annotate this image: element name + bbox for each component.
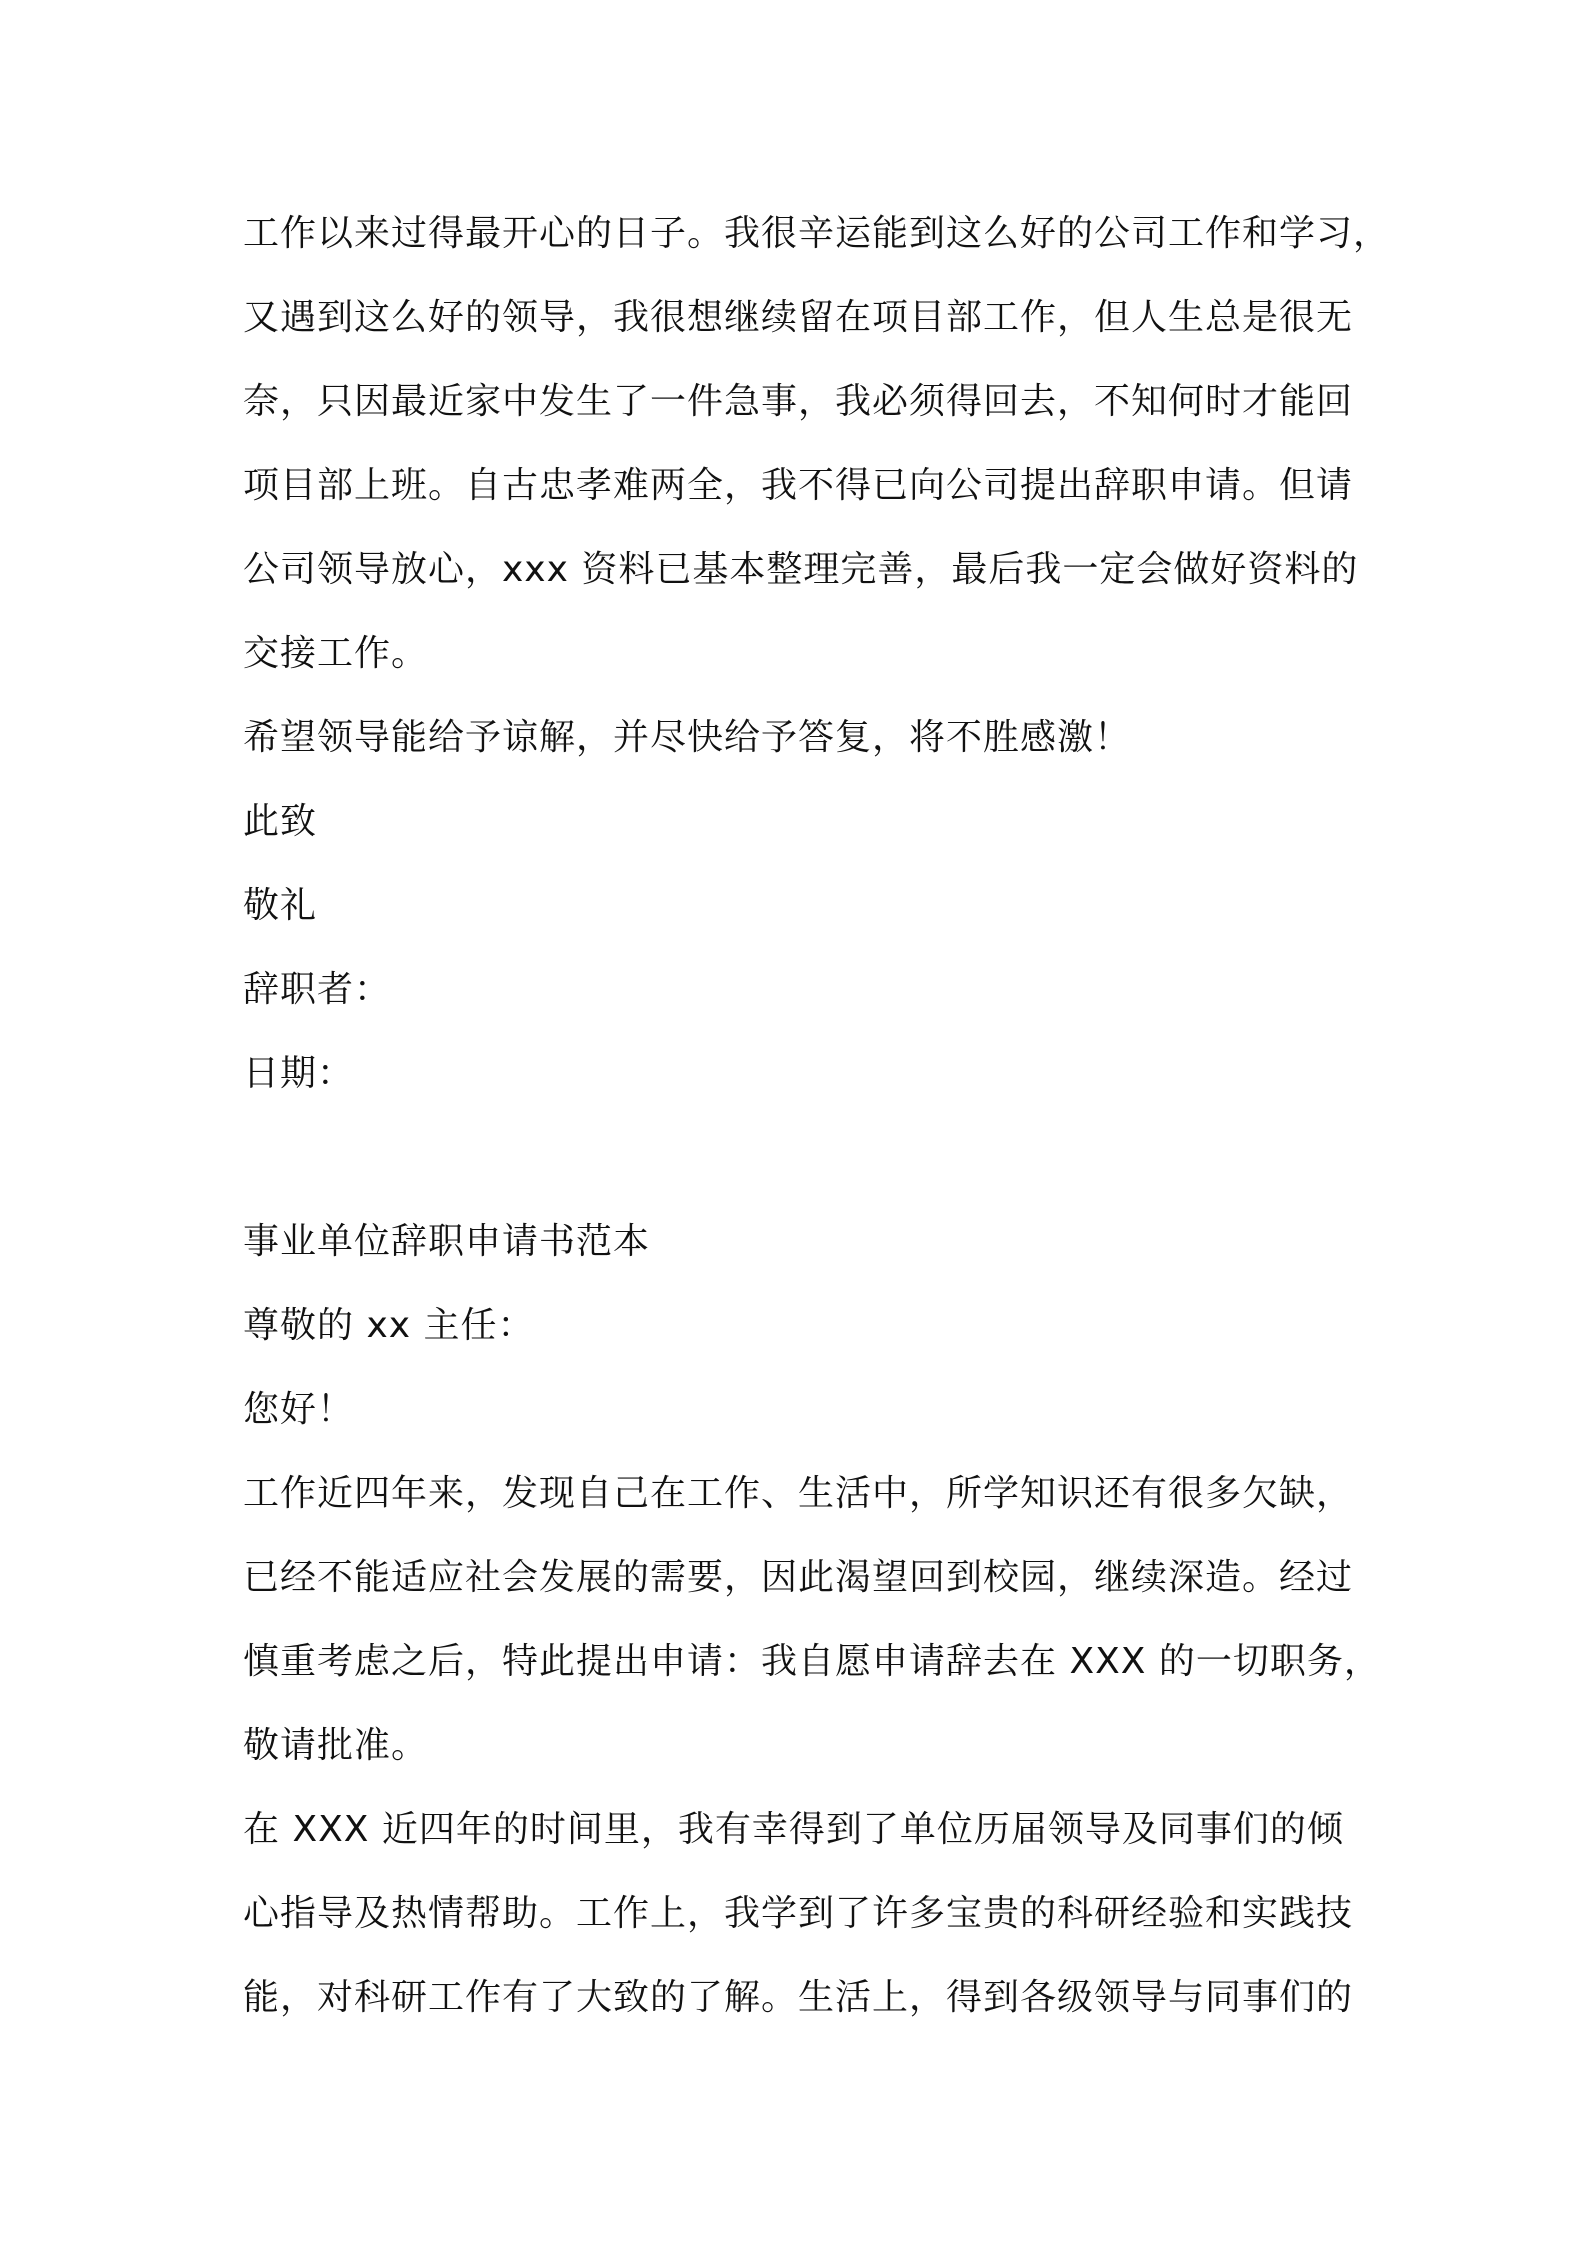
text-line: 又遇到这么好的领导，我很想继续留在项目部工作，但人生总是很无 [243, 297, 1354, 338]
text-line: 在 XXX 近四年的时间里，我有幸得到了单位历届领导及同事们的倾 [243, 1809, 1344, 1850]
text-line: 慎重考虑之后，特此提出申请：我自愿申请辞去在 XXX 的一切职务， [243, 1641, 1381, 1682]
closing-line: 此致 [243, 801, 318, 842]
text-line: 工作以来过得最开心的日子。我很辛运能到这么好的公司工作和学习， [243, 213, 1391, 254]
greeting-line: 您好！ [243, 1389, 355, 1430]
addressee-line: 尊敬的 xx 主任： [243, 1305, 535, 1346]
text-line: 项目部上班。自古忠孝难两全，我不得已向公司提出辞职申请。但请 [243, 465, 1354, 506]
date-label: 日期： [243, 1053, 355, 1094]
salutation-line: 敬礼 [243, 885, 318, 926]
text-line: 工作近四年来，发现自己在工作、生活中，所学知识还有很多欠缺， [243, 1473, 1354, 1514]
text-line: 已经不能适应社会发展的需要，因此渴望回到校园，继续深造。经过 [243, 1557, 1354, 1598]
text-line: 公司领导放心，xxx 资料已基本整理完善，最后我一定会做好资料的 [243, 549, 1359, 590]
text-line: 敬请批准。 [243, 1725, 429, 1766]
resigner-label: 辞职者： [243, 969, 392, 1010]
document-body [243, 192, 1391, 2040]
text-line: 希望领导能给予谅解，并尽快给予答复，将不胜感激！ [243, 717, 1132, 758]
text-line: 心指导及热情帮助。工作上，我学到了许多宝贵的科研经验和实践技 [243, 1893, 1354, 1934]
text-line: 交接工作。 [243, 633, 429, 674]
text-line: 奈，只因最近家中发生了一件急事，我必须得回去，不知何时才能回 [243, 381, 1354, 422]
section-title: 事业单位辞职申请书范本 [243, 1221, 651, 1262]
text-line: 能，对科研工作有了大致的了解。生活上，得到各级领导与同事们的 [243, 1977, 1354, 2018]
section-gap [243, 1116, 1373, 1200]
